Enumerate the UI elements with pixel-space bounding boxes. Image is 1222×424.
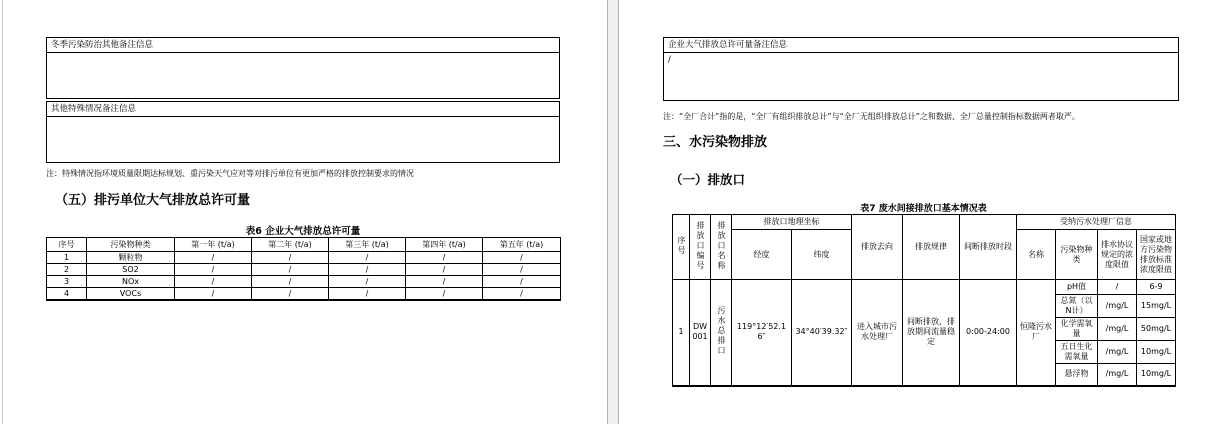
table7-header-wwtp-name: 名称 — [1017, 230, 1056, 280]
cell-seq: 1 — [673, 280, 690, 386]
header-seq-label: 序号 — [677, 235, 686, 256]
cell-pollutant: VOCs — [87, 288, 175, 301]
special-remark-label: 其他特殊情况备注信息 — [47, 102, 559, 117]
table7-header-seq — [673, 215, 690, 280]
table6-header-year4: 第四年 (t/a) — [406, 238, 483, 252]
cell-value: / — [329, 252, 406, 264]
cell-value: / — [252, 252, 329, 264]
cell-seq: 2 — [47, 264, 87, 276]
cell-value: / — [483, 276, 561, 288]
table6-row — [47, 288, 561, 301]
cell-agreement-limit: /mg/L — [1098, 295, 1137, 318]
cell-pollutant-name: pH值 — [1056, 280, 1098, 295]
cell-seq: 4 — [47, 288, 87, 301]
cell-standard-limit: 10mg/L — [1137, 341, 1176, 364]
cell-value: / — [175, 288, 252, 301]
cell-value: / — [483, 288, 561, 301]
cell-agreement-limit: /mg/L — [1098, 318, 1137, 341]
cell-value: / — [406, 288, 483, 301]
air-total-remark-content: / — [668, 55, 671, 65]
table6-row — [47, 276, 561, 288]
table7-header-agreement-limit: 排水协议规定的浓度限值 — [1098, 230, 1137, 280]
cell-latitude: 34°40′39.32″ — [792, 280, 852, 386]
table7-header-outlet-no — [690, 215, 711, 280]
table7-header-destination: 排放去向 — [852, 215, 903, 280]
table7-title: 表7 废水间接排放口基本情况表 — [860, 204, 987, 214]
table7-header-row-1 — [673, 215, 1176, 230]
cell-value: / — [329, 264, 406, 276]
cell-intermittent-period: 0:00-24:00 — [960, 280, 1017, 386]
page-separator — [607, 0, 619, 424]
cell-value: / — [252, 288, 329, 301]
cell-wwtp-name: 恒隆污水厂 — [1017, 280, 1056, 386]
cell-agreement-limit: /mg/L — [1098, 364, 1137, 386]
table6-air-total-permit — [46, 237, 561, 301]
table7-header-pollutant-type: 污染物种类 — [1056, 230, 1098, 280]
document-page-right — [619, 0, 1222, 424]
table7-header-latitude: 纬度 — [792, 230, 852, 280]
table7-header-standard-limit: 国家或地方污染物排放标准浓度限值 — [1137, 230, 1176, 280]
document-page-left — [2, 0, 607, 424]
header-outlet-no-label: 排放口编号 — [696, 220, 705, 271]
section-heading-air-total-permit: （五）排污单位大气排放总许可量 — [55, 193, 251, 208]
table6-header-row — [47, 238, 561, 252]
cell-destination: 进入城市污水处理厂 — [852, 280, 903, 386]
cell-standard-limit: 50mg/L — [1137, 318, 1176, 341]
cell-pollutant: 颗粒物 — [87, 252, 175, 264]
cell-value: / — [329, 288, 406, 301]
cell-value: / — [175, 276, 252, 288]
cell-pollutant-name: 悬浮物 — [1056, 364, 1098, 386]
table7-header-outlet-name — [711, 215, 732, 280]
cell-seq: 1 — [47, 252, 87, 264]
cell-value: / — [175, 264, 252, 276]
table7-header-intermittent-period: 间断排放时段 — [960, 215, 1017, 280]
cell-value: / — [483, 264, 561, 276]
special-remark-content — [47, 117, 559, 121]
cell-standard-limit: 6-9 — [1137, 280, 1176, 295]
cell-outlet-no: DW001 — [690, 280, 711, 386]
cell-pollutant-name: 总氮（以N计） — [1056, 295, 1098, 318]
cell-pollutant: SO2 — [87, 264, 175, 276]
winter-remark-label: 冬季污染防治其他备注信息 — [47, 38, 559, 53]
cell-outlet-name — [711, 280, 732, 386]
table7-header-wwtp-group: 受纳污水处理厂信息 — [1017, 215, 1176, 230]
cell-value: / — [406, 252, 483, 264]
table6-header-year5: 第五年 (t/a) — [483, 238, 561, 252]
cell-pollutant: NOx — [87, 276, 175, 288]
header-outlet-name-label: 排放口名称 — [717, 220, 726, 271]
cell-pattern: 间断排放，排放期间流量稳定 — [903, 280, 960, 386]
winter-remark-content — [47, 53, 559, 57]
cell-agreement-limit: /mg/L — [1098, 341, 1137, 364]
table6-header-pollutant: 污染物种类 — [87, 238, 175, 252]
table7-wastewater-outlet — [672, 214, 1176, 387]
subsection-heading-outlets: （一）排放口 — [670, 172, 746, 187]
special-remark-box — [46, 101, 560, 163]
cell-agreement-limit: / — [1098, 280, 1137, 295]
cell-standard-limit: 15mg/L — [1137, 295, 1176, 318]
cell-standard-limit: 10mg/L — [1137, 364, 1176, 386]
cell-pollutant-name: 化学需氧量 — [1056, 318, 1098, 341]
table6-title: 表6 企业大气排放总许可量 — [245, 226, 361, 237]
special-situation-note: 注：特殊情况指环境质量限期达标规划、重污染天气应对等对排污单位有更加严格的排放控制要求的情况 — [46, 169, 414, 178]
table6-header-year3: 第三年 (t/a) — [329, 238, 406, 252]
cell-longitude: 119°12′52.16″ — [732, 280, 792, 386]
cell-value: / — [252, 276, 329, 288]
section-heading-water-pollutants: 三、水污染物排放 — [663, 135, 768, 150]
cell-value: / — [406, 264, 483, 276]
cell-value: / — [329, 276, 406, 288]
cell-seq: 3 — [47, 276, 87, 288]
table6-header-year1: 第一年 (t/a) — [175, 238, 252, 252]
table7-header-pattern: 排放规律 — [903, 215, 960, 280]
cell-value: / — [252, 264, 329, 276]
air-total-remark-box — [663, 37, 1179, 101]
plant-total-note: 注：“全厂合计”指的是，“全厂有组织排放总计”与“全厂无组织排放总计”之和数据、全厂总量控制指标数据两者取严。 — [663, 112, 1080, 121]
table7-data-row — [673, 280, 1176, 295]
winter-remark-box — [46, 37, 560, 99]
table6-header-year2: 第二年 (t/a) — [252, 238, 329, 252]
cell-value: / — [406, 276, 483, 288]
table6-row — [47, 252, 561, 264]
cell-value: / — [483, 252, 561, 264]
outlet-name-label: 污水总排口 — [717, 305, 726, 356]
table7-header-longitude: 经度 — [732, 230, 792, 280]
cell-pollutant-name: 五日生化需氧量 — [1056, 341, 1098, 364]
table6-header-seq: 序号 — [47, 238, 87, 252]
table6-row — [47, 264, 561, 276]
table7-header-coords-group: 排放口地理坐标 — [732, 215, 852, 230]
cell-value: / — [175, 252, 252, 264]
air-total-remark-label: 企业大气排放总许可量备注信息 — [664, 38, 1178, 53]
